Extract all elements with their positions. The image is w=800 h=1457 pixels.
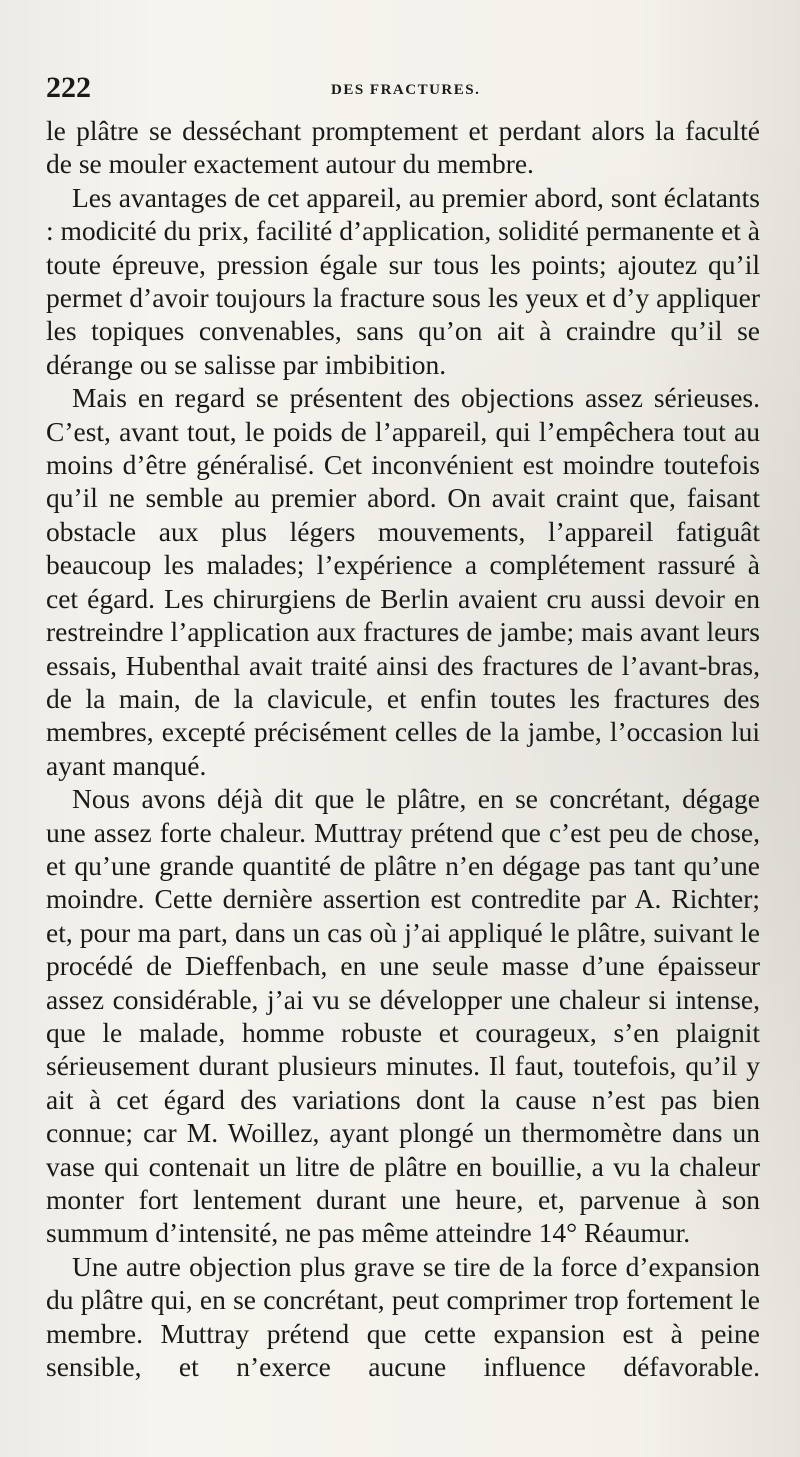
page-header [46,70,756,110]
paragraph: Une autre objection plus grave se tire de la force d’expansion du plâtre qui, en se concrétant, peut comprimer trop fortement le membre. Muttray prétend que cette expansion est à peine sensible, et n’exerce aucune influence défavorable. [46,1250,760,1383]
page-number: 222 [46,71,91,104]
body-text [46,114,760,1383]
paragraph: Les avantages de cet appareil, au premier abord, sont éclatants : modicité du prix, facilité d’application, solidité permanente et à toute épreuve, pression égale sur tous les points; ajoutez qu’il permet d’avoir toujours la fracture sous les yeux et d’y appliquer les topiques convenables, sans qu’on ait à craindre qu’il se dérange ou se salisse par imbibition. [46,181,760,380]
paragraph: Nous avons déjà dit que le plâtre, en se concrétant, dégage une assez forte chaleur. Muttray prétend que c’est peu de chose, et qu’une grande quantité de plâtre n’en dégage pas tant qu’une moindre. Cette dernière assertion est contredite par A. Richter; et, pour ma part, dans un cas où j’ai appliqué le plâtre, suivant le procédé de Dieffenbach, en une seule masse d’une épaisseur assez considérable, j’ai vu se développer une chaleur si intense, que le malade, homme robuste et courageux, s’en plaignit sérieusement durant plusieurs minutes. Il faut, toutefois, qu’il y ait à cet égard des variations dont la cause n’est pas bien connue; car M. Woillez, ayant plongé un thermomètre dans un vase qui contenait un litre de plâtre en bouillie, a vu la chaleur monter fort lentement durant une heure, et, parvenue à son summum d’intensité, ne pas même atteindre 14° Réaumur. [46,783,760,1249]
paragraph: Mais en regard se présentent des objections assez sérieuses. C’est, avant tout, le poids de l’appareil, qui l’empêchera tout au moins d’être généralisé. Cet inconvénient est moindre toutefois qu’il ne semble au premier abord. On avait craint que, faisant obstacle aux plus légers mouvements, l’appareil fatiguât beaucoup les malades; l’expérience a complétement rassuré à cet égard. Les chirurgiens de Berlin avaient cru aussi devoir en restreindre l’application aux fractures de jambe; mais avant leurs essais, Hubenthal avait traité ainsi des fractures de l’avant-bras, de la main, de la clavicule, et enfin toutes les fractures des membres, excepté précisément celles de la jambe, l’occasion lui ayant manqué. [46,382,760,781]
running-head: DES FRACTURES. [331,82,481,98]
paragraph: le plâtre se desséchant promptement et perdant alors la faculté de se mouler exactement autour du membre. [46,115,760,180]
